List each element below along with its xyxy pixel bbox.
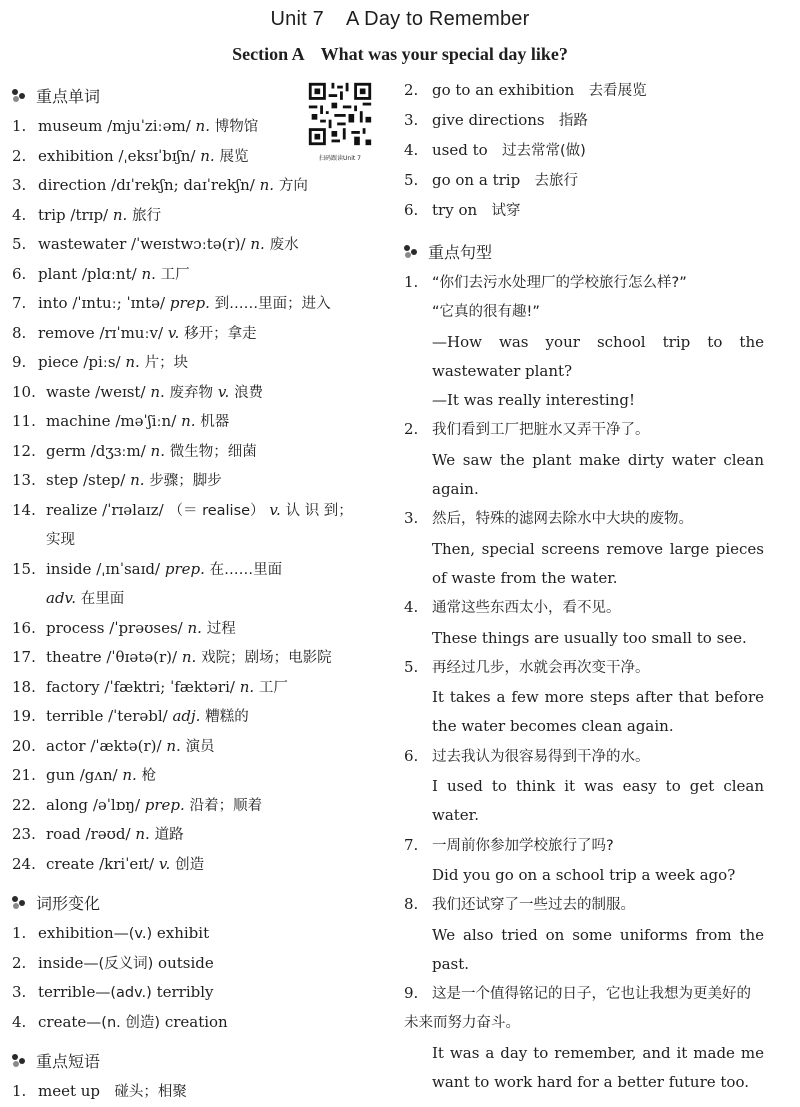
vocab-pos: adj. xyxy=(172,707,201,725)
vocab-word: step xyxy=(46,471,79,489)
item-number: 7. xyxy=(12,294,27,312)
sentence-item xyxy=(404,742,764,831)
sentence-chinese-line xyxy=(404,890,764,920)
phrase-english: give directions xyxy=(432,111,545,129)
vocab-word: museum xyxy=(38,117,103,135)
vocab-meaning: 创造 xyxy=(175,856,205,873)
vocab-word: process xyxy=(46,618,105,637)
sentence-english-reply: —It was really interesting! xyxy=(432,391,636,410)
vocab-pos: n. xyxy=(239,677,255,696)
vocab-meaning: 认 识 到； xyxy=(285,502,353,519)
vocab-meaning: 道路 xyxy=(154,827,184,843)
sentence-item xyxy=(404,268,764,415)
vocab-item xyxy=(12,673,384,703)
vocab-pos: v. xyxy=(158,854,171,873)
vocab-meaning: 沿着；顺着 xyxy=(189,797,263,814)
vocab-meaning: 移开；拿走 xyxy=(184,325,257,342)
vocab-phonetic: /ˈfæktri; ˈfæktəri/ xyxy=(104,677,235,696)
phrase-chinese: 去旅行 xyxy=(534,173,578,189)
wordform-base: terrible xyxy=(38,983,96,1001)
item-number: 5. xyxy=(404,171,419,189)
vocab-meaning: 演员 xyxy=(185,738,215,755)
phrase-english: meet up xyxy=(38,1082,101,1100)
item-number: 13. xyxy=(12,471,36,489)
section-title xyxy=(0,44,800,65)
vocab-phonetic: /ˈweɪstwɔːtə(r)/ xyxy=(131,235,246,253)
vocab-word: along xyxy=(46,795,89,814)
vocab-item xyxy=(12,407,384,437)
vocab-item xyxy=(12,466,384,496)
vocab-phonetic: /əˈlɒŋ/ xyxy=(92,795,140,814)
wordform-base: exhibition xyxy=(38,924,114,942)
vocab-word: direction xyxy=(38,176,107,194)
item-number: 1. xyxy=(12,924,27,942)
vocab-phonetic: /mjuˈziːəm/ xyxy=(107,117,191,135)
vocab-phonetic: /plɑːnt/ xyxy=(81,264,137,283)
vocab-meaning: 枪 xyxy=(141,768,157,784)
vocab-word: trip xyxy=(38,205,66,224)
phrases-heading: 重点短语 xyxy=(12,1047,384,1073)
wordform-note: (反义词) xyxy=(98,955,154,972)
vocab-pos: n. xyxy=(259,176,275,194)
sentence-item xyxy=(404,504,764,593)
phrase-chinese: 碰头；相聚 xyxy=(114,1084,187,1100)
item-number: 24. xyxy=(12,854,36,873)
sentence-english: —How was your school trip to the wastewater plant? xyxy=(432,332,764,380)
vocab-item xyxy=(12,319,384,349)
item-number: 4. xyxy=(12,205,27,224)
vocab-item xyxy=(12,496,384,526)
vocab-meaning: 步骤；脚步 xyxy=(149,473,222,489)
left-column xyxy=(12,76,384,1107)
phrase-english: go on a trip xyxy=(432,171,521,189)
vocab-meaning: 展览 xyxy=(219,148,249,165)
vocab-pos: n. xyxy=(135,825,150,843)
vocab-item xyxy=(12,732,384,762)
vocab-meaning: 废水 xyxy=(269,237,299,253)
vocab-phonetic: /piːs/ xyxy=(83,353,121,371)
item-number: 8. xyxy=(12,323,27,342)
vocab-pos: prep. xyxy=(164,559,205,578)
bullet-dots-icon xyxy=(404,244,420,258)
item-number: 7. xyxy=(404,835,419,854)
vocab-word: factory xyxy=(46,677,100,696)
vocab-phonetic: /ˈɪntuː; ˈɪntə/ xyxy=(72,294,166,312)
item-number: 1. xyxy=(12,1082,27,1100)
item-number: 2. xyxy=(12,953,27,972)
vocab-item xyxy=(12,171,384,201)
vocab-pos: prep. xyxy=(169,294,210,312)
vocab-word: terrible xyxy=(46,707,104,725)
vocab-phonetic: /rɪˈmuːv/ xyxy=(99,323,164,342)
vocab-phonetic: /ˈæktə(r)/ xyxy=(90,736,162,755)
vocab-meaning: 过程 xyxy=(206,620,236,637)
sentence-english: These things are usually too small to see. xyxy=(432,628,747,647)
item-number: 17. xyxy=(12,648,36,666)
item-number: 2. xyxy=(12,146,27,165)
vocab-item xyxy=(12,643,384,673)
phrase-list-continued xyxy=(404,76,764,226)
phrase-english: go to an exhibition xyxy=(432,81,575,99)
item-number: 22. xyxy=(12,795,36,814)
vocab-phonetic: /ˌɪnˈsaɪd/ xyxy=(96,559,161,578)
vocab-phonetic: /dʒɜːm/ xyxy=(90,441,146,460)
sentence-english: I used to think it was easy to get clean water. xyxy=(432,777,764,825)
item-number: 11. xyxy=(12,412,36,430)
vocab-meaning: 工厂 xyxy=(160,266,190,283)
vocab-list xyxy=(12,112,384,879)
item-number: 18. xyxy=(12,677,36,696)
unit-title xyxy=(0,8,800,31)
sentence-chinese-line xyxy=(404,504,764,534)
item-number: 5. xyxy=(404,657,419,676)
item-number: 21. xyxy=(12,766,36,784)
sentence-item xyxy=(404,653,764,742)
sentence-english: It was a day to remember, and it made me want to work hard for a better future too. xyxy=(432,1043,764,1092)
vocab-phonetic: /trɪp/ xyxy=(70,205,109,224)
vocab-note: （＝ realise） xyxy=(168,502,265,519)
vocab-phonetic: /ˈprəʊses/ xyxy=(109,618,183,637)
sentence-chinese-line xyxy=(404,653,764,683)
vocab-phonetic: /dɪˈrekʃn; daɪˈrekʃn/ xyxy=(111,176,255,194)
item-number: 9. xyxy=(12,353,27,371)
wordform-result: outside xyxy=(158,953,214,972)
item-number: 3. xyxy=(404,111,419,129)
vocab-word: inside xyxy=(46,559,92,578)
phrase-item xyxy=(404,166,764,196)
sentence-chinese: 然后，特殊的滤网去除水中大块的废物。 xyxy=(432,511,693,528)
item-number: 8. xyxy=(404,895,419,914)
wordform-note: (v.) xyxy=(128,926,153,942)
item-number: 10. xyxy=(12,382,36,401)
item-number: 15. xyxy=(12,559,36,578)
vocab-meaning: 机器 xyxy=(200,414,230,430)
vocab-item xyxy=(12,112,384,142)
vocab-meaning: 到……里面；进入 xyxy=(214,296,331,312)
sentence-chinese: 我们看到工厂把脏水又弄干净了。 xyxy=(432,422,650,439)
sentence-chinese: 再经过几步，水就会再次变干净。 xyxy=(432,659,650,676)
vocab-item xyxy=(12,791,384,821)
phrase-english: try on xyxy=(432,201,478,219)
phrase-item xyxy=(12,1077,384,1107)
vocab-pos: n. xyxy=(181,412,196,430)
sentence-item xyxy=(404,593,764,653)
vocab-phonetic: /kriˈeɪt/ xyxy=(99,854,155,873)
item-number: 4. xyxy=(404,598,419,617)
vocab-meaning: 片；块 xyxy=(144,355,189,371)
vocab-phonetic: /ˈθɪətə(r)/ xyxy=(106,648,178,666)
vocab-word: gun xyxy=(46,766,75,784)
wordform-item: 1. exhibition—(v.) exhibit xyxy=(12,919,384,949)
phrase-chinese: 过去常常(做) xyxy=(501,143,586,159)
sentence-item xyxy=(404,890,764,979)
vocab-item-continued xyxy=(12,525,384,555)
sentence-english: Then, special screens remove large pieces of waste from the water. xyxy=(432,539,764,587)
item-number: 4. xyxy=(404,141,419,159)
vocab-pos: n. xyxy=(130,471,145,489)
vocab-word: waste xyxy=(46,382,91,401)
item-number: 3. xyxy=(12,176,27,194)
unit-number: Unit 7 xyxy=(270,8,324,30)
sentence-chinese: 我们还试穿了一些过去的制服。 xyxy=(432,897,635,914)
vocab-meaning: 方向 xyxy=(278,178,308,194)
wordform-note: (n. 创造) xyxy=(101,1014,161,1031)
item-number: 6. xyxy=(404,746,419,765)
vocab-phonetic: /məˈʃiːn/ xyxy=(115,412,177,430)
vocab-pos: n. xyxy=(181,648,197,666)
vocab-phonetic: /ˈterəbl/ xyxy=(108,707,168,725)
sentence-chinese-line xyxy=(404,831,764,861)
item-number: 1. xyxy=(404,273,419,291)
vocab-phonetic: /step/ xyxy=(83,471,126,489)
wordform-base: create xyxy=(38,1012,87,1031)
section-question: What was your special day like? xyxy=(320,44,568,64)
sentence-chinese: 这是一个值得铭记的日子，它也让我想为更美好的未来而努力奋斗。 xyxy=(404,986,751,1032)
vocab-item xyxy=(12,850,384,880)
vocab-item xyxy=(12,201,384,231)
vocab-word: remove xyxy=(38,323,95,342)
phrase-item xyxy=(404,196,764,226)
section-label: Section A xyxy=(232,44,305,64)
wordform-item: 3. terrible—(adv.) terribly xyxy=(12,978,384,1008)
wordform-item: 2. inside—(反义词) outside xyxy=(12,949,384,979)
item-number: 3. xyxy=(404,509,419,528)
item-number: 14. xyxy=(12,500,36,519)
vocab-pos: n. xyxy=(141,264,156,283)
phrase-english: used to xyxy=(432,141,488,159)
vocab-word: realize xyxy=(46,500,98,519)
vocab-heading: 重点单词 xyxy=(12,82,384,108)
sentence-chinese-line xyxy=(404,415,764,445)
wordform-note: (adv.) xyxy=(110,985,152,1001)
wordform-result: exhibit xyxy=(156,924,210,942)
vocab-pos: n. xyxy=(150,382,165,401)
sentence-chinese-line xyxy=(404,593,764,623)
item-number: 9. xyxy=(404,984,419,1003)
phrase-item xyxy=(404,76,764,106)
phrase-chinese: 试穿 xyxy=(491,203,521,219)
sentence-list xyxy=(404,268,764,1097)
sentence-chinese-line xyxy=(404,979,764,1039)
sentence-chinese: 过去我认为很容易得到干净的水。 xyxy=(432,748,650,765)
wordform-item: 4. create—(n. 创造) creation xyxy=(12,1008,384,1038)
right-column xyxy=(404,76,764,1097)
sentence-item xyxy=(404,415,764,504)
item-number: 2. xyxy=(404,420,419,439)
item-number: 12. xyxy=(12,441,36,460)
vocab-item xyxy=(12,614,384,644)
vocab-meaning: 微生物；细菌 xyxy=(169,443,257,460)
vocab-item xyxy=(12,260,384,290)
vocab-word: theatre xyxy=(46,648,102,666)
vocab-item xyxy=(12,142,384,172)
item-number: 1. xyxy=(12,117,27,135)
vocab-item xyxy=(12,820,384,850)
bullet-dots-icon xyxy=(12,1053,28,1067)
vocab-pos: n. xyxy=(122,766,137,784)
sentence-chinese: “你们去污水处理厂的学校旅行怎么样?” xyxy=(432,275,687,291)
phrase-list xyxy=(12,1077,384,1107)
vocab-item-continued xyxy=(12,584,384,614)
vocab-pos: adv. xyxy=(46,589,77,607)
vocab-phonetic: /gʌn/ xyxy=(79,766,118,784)
item-number: 6. xyxy=(12,264,27,283)
phrase-chinese: 指路 xyxy=(558,113,588,129)
vocab-meaning: 旅行 xyxy=(132,207,162,224)
vocab-word: germ xyxy=(46,441,86,460)
vocab-phonetic: /weɪst/ xyxy=(95,382,146,401)
vocab-phonetic: /rəʊd/ xyxy=(85,825,131,843)
wordform-result: creation xyxy=(164,1012,228,1031)
vocab-word: machine xyxy=(46,412,111,430)
vocab-item xyxy=(12,555,384,585)
sentences-heading: 重点句型 xyxy=(404,238,764,264)
unit-name: A Day to Remember xyxy=(345,8,530,30)
bullet-dots-icon xyxy=(12,88,28,102)
vocab-item xyxy=(12,289,384,319)
vocab-word: wastewater xyxy=(38,235,127,253)
vocab-word: exhibition xyxy=(38,146,114,165)
sentence-item xyxy=(404,831,764,891)
phrase-chinese: 去看展览 xyxy=(588,83,647,99)
item-number: 19. xyxy=(12,707,36,725)
vocab-pos: n. xyxy=(200,146,215,165)
sentence-english: We saw the plant make dirty water clean again. xyxy=(432,450,764,499)
sentence-chinese-line xyxy=(404,742,764,772)
wordform-list xyxy=(12,919,384,1037)
vocab-meaning: 在……里面 xyxy=(209,561,283,578)
vocab-pos: n. xyxy=(250,235,265,253)
vocab-meaning: 在里面 xyxy=(80,591,125,607)
vocab-meaning: 糟糕的 xyxy=(205,709,249,725)
vocab-phonetic: /ˈrɪəlaɪz/ xyxy=(102,500,164,519)
phrase-item xyxy=(404,106,764,136)
vocab-word: create xyxy=(46,854,95,873)
wordforms-heading: 词形变化 xyxy=(12,889,384,915)
item-number: 16. xyxy=(12,618,36,637)
vocab-meaning: 实现 xyxy=(46,532,75,548)
wordform-result: terribly xyxy=(156,983,214,1001)
item-number: 6. xyxy=(404,201,419,219)
vocab-pos: v. xyxy=(217,382,230,401)
vocab-word: road xyxy=(46,825,81,843)
vocab-pos: v. xyxy=(167,323,180,342)
vocab-pos: n. xyxy=(112,205,128,224)
vocab-pos: n. xyxy=(187,618,202,637)
sentence-english: Did you go on a school trip a week ago? xyxy=(432,865,736,884)
sentence-chinese: 通常这些东西太小，看不见。 xyxy=(432,600,621,617)
vocab-item xyxy=(12,702,384,732)
sentence-english: We also tried on some uniforms from the past. xyxy=(432,925,764,973)
vocab-word: into xyxy=(38,294,68,312)
vocab-word: piece xyxy=(38,353,79,371)
sentence-english: It takes a few more steps after that before the water becomes clean again. xyxy=(432,688,764,736)
vocab-pos: prep. xyxy=(144,795,185,814)
item-number: 23. xyxy=(12,825,36,843)
bullet-dots-icon xyxy=(12,895,28,909)
item-number: 20. xyxy=(12,736,36,755)
vocab-item xyxy=(12,230,384,260)
vocab-item xyxy=(12,348,384,378)
sentence-item xyxy=(404,979,764,1097)
phrase-item xyxy=(404,136,764,166)
vocab-word: plant xyxy=(38,264,78,283)
vocab-pos: n. xyxy=(150,441,165,460)
item-number: 4. xyxy=(12,1012,27,1031)
wordform-base: inside xyxy=(38,953,84,972)
vocab-meaning: 废弃物 xyxy=(169,384,214,401)
vocab-meaning: 博物馆 xyxy=(214,119,259,135)
item-number: 3. xyxy=(12,983,27,1001)
vocab-meaning: 工厂 xyxy=(258,679,288,696)
vocab-pos: v. xyxy=(269,500,281,519)
vocab-pos: n. xyxy=(125,353,140,371)
vocab-meaning: 戏院；剧场；电影院 xyxy=(201,650,332,666)
vocab-meaning: 浪费 xyxy=(234,384,264,401)
sentence-chinese-reply: “它真的很有趣!” xyxy=(432,304,540,321)
vocab-pos: n. xyxy=(166,736,181,755)
vocab-item xyxy=(12,761,384,791)
vocab-phonetic: /ˌeksɪˈbɪʃn/ xyxy=(118,146,196,165)
vocab-item xyxy=(12,378,384,408)
vocab-item xyxy=(12,437,384,467)
vocab-pos: n. xyxy=(195,117,210,135)
sentence-chinese-line xyxy=(404,268,764,298)
vocab-word: actor xyxy=(46,736,86,755)
qr-caption: 扫码跟读Unit 7 xyxy=(319,155,361,162)
item-number: 5. xyxy=(12,235,27,253)
item-number: 2. xyxy=(404,81,419,99)
sentence-chinese: 一周前你参加学校旅行了吗? xyxy=(432,837,614,854)
